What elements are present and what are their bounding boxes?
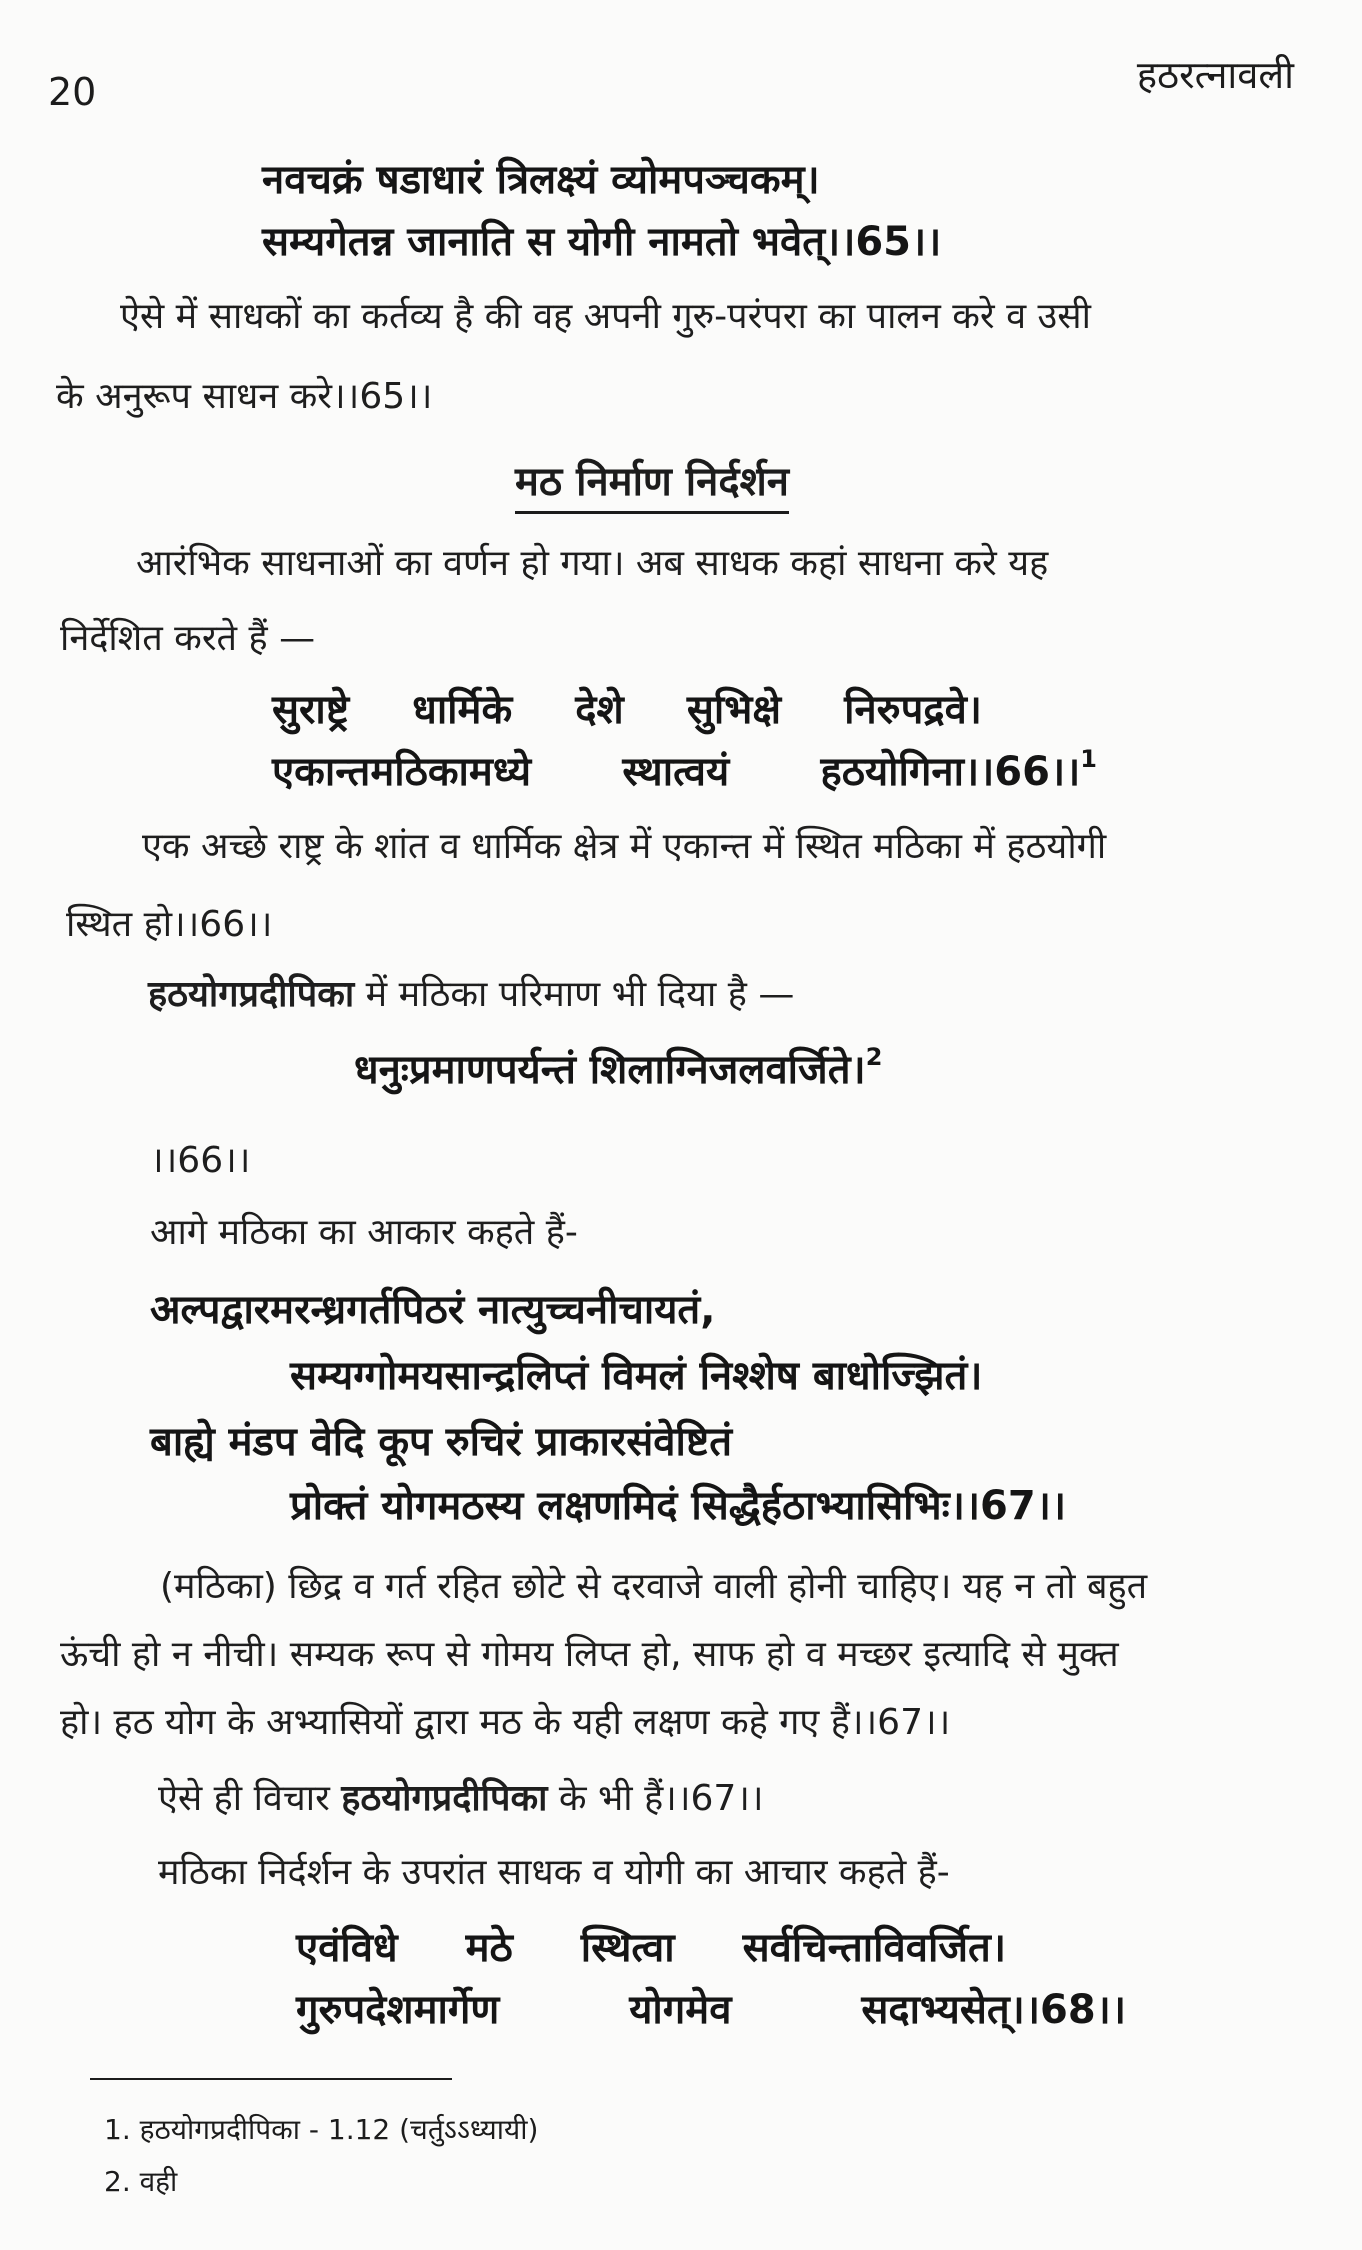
commentary-67-line-1: (मठिका) छिद्र व गर्त रहित छोटे से दरवाजे वाली होनी चाहिए। यह न तो बहुत [160, 1566, 1148, 1607]
verse-65-line-1: नवचक्रं षडाधारं त्रिलक्ष्यं व्योमपञ्चकम्। [262, 157, 820, 203]
verse-68-word: गुरुपदेशमार्गेण [296, 1987, 500, 2033]
verse-66-word: निरुपद्रवे। [844, 687, 982, 733]
verse-67-line-2: सम्यग्गोमयसान्द्रलिप्तं विमलं निश्शेष बाधोज्झितं। [290, 1353, 983, 1399]
verse-66-word [820, 742, 1097, 797]
footnote-marker-2: 2 [865, 1043, 883, 1071]
verse-68-word: स्थित्वा [580, 1925, 675, 1971]
verse-68-line-1 [296, 1918, 1006, 1973]
hyp-reference-text: में मठिका परिमाण भी दिया है — [354, 974, 795, 1015]
verse-66-number: हठयोगिना।।66।। [820, 749, 1081, 795]
verse-66-word: सुभिक्षे [686, 687, 782, 733]
same-views [158, 1772, 764, 1821]
verse-66-word: सुराष्ट्रे [272, 687, 350, 733]
commentary-65-line-1: ऐसे में साधकों का कर्तव्य है की वह अपनी गुरु-परंपरा का पालन करे व उसी [120, 296, 1091, 337]
verse-67-line-3: बाह्ये मंडप वेदि कूप रुचिरं प्राकारसंवेष्टितं [150, 1419, 733, 1465]
verse-68-word: मठे [465, 1925, 513, 1971]
hyp-title: हठयोगप्रदीपिका [341, 1778, 548, 1819]
verse-65-line-2: सम्यगेतन्न जानाति स योगी नामतो भवेत्।।65।। [262, 219, 942, 265]
intro-line-1: आरंभिक साधनाओं का वर्णन हो गया। अब साधक कहां साधना करे यह [136, 543, 1049, 584]
verse-66-word: धार्मिके [412, 687, 513, 733]
verse-66-word: देशे [575, 687, 624, 733]
commentary-67-line-2: ऊंची हो न नीची। सम्यक रूप से गोमय लिप्त हो, साफ हो व मच्छर इत्यादि से मुक्त [60, 1634, 1119, 1675]
commentary-66-line-2: स्थित हो।।66।। [66, 904, 273, 945]
page-number: 20 [48, 70, 97, 114]
section-heading: मठ निर्माण निर्दर्शन [515, 452, 789, 514]
hyp-title: हठयोगप्रदीपिका [148, 974, 355, 1015]
same-views-post: के भी हैं।।67।। [547, 1778, 764, 1819]
hyp-verse [354, 1040, 882, 1095]
same-views-pre: ऐसे ही विचार [158, 1778, 342, 1819]
verse-66-line-1 [272, 680, 982, 735]
achar-intro: मठिका निर्दर्शन के उपरांत साधक व योगी का आचार कहते हैं- [158, 1852, 950, 1893]
commentary-65-line-2: के अनुरूप साधन करे।।65।। [56, 376, 433, 417]
verse-67-line-4: प्रोक्तं योगमठस्य लक्षणमिदं सिद्धैर्हठाभ्यासिभिः।।67।। [290, 1483, 1067, 1529]
footnote-marker-1: 1 [1080, 745, 1097, 773]
verse-68-word: योगमेव [629, 1987, 732, 2033]
commentary-67-line-3: हो। हठ योग के अभ्यासियों द्वारा मठ के यही लक्षण कहे गए हैं।।67।। [60, 1702, 951, 1743]
verse-66-line-2 [272, 742, 1097, 797]
verse-68-word: सर्वचिन्ताविवर्जित। [742, 1925, 1006, 1971]
hyp-verse-number: ।।66।। [150, 1140, 251, 1181]
verse-67-line-1: अल्पद्वारमरन्ध्रगर्तपिठरं नात्युच्चनीचायतं, [150, 1287, 716, 1333]
hyp-reference [148, 968, 794, 1017]
running-title: हठरत्नावली [1136, 53, 1294, 97]
footnote-2: 2. वही [104, 2165, 178, 2198]
verse-68-word: एवंविधे [296, 1925, 398, 1971]
verse-68-word: सदाभ्यसेत्।।68।। [861, 1987, 1126, 2033]
verse-66-word: एकान्तमठिकामध्ये [272, 749, 532, 795]
verse-68-line-2 [296, 1980, 1126, 2035]
verse-66-word: स्थात्वयं [622, 749, 730, 795]
commentary-66-line-1: एक अच्छे राष्ट्र के शांत व धार्मिक क्षेत्र में एकान्त में स्थित मठिका में हठयोगी [142, 826, 1107, 867]
akar-intro: आगे मठिका का आकार कहते हैं- [150, 1212, 578, 1253]
hyp-verse-text: धनुःप्रमाणपर्यन्तं शिलाग्निजलवर्जिते। [354, 1047, 866, 1093]
footnote-1: 1. हठयोगप्रदीपिका - 1.12 (चर्तुऽऽध्यायी) [104, 2113, 539, 2146]
intro-line-2: निर्देशित करते हैं — [60, 618, 316, 659]
footnote-divider [90, 2078, 452, 2080]
